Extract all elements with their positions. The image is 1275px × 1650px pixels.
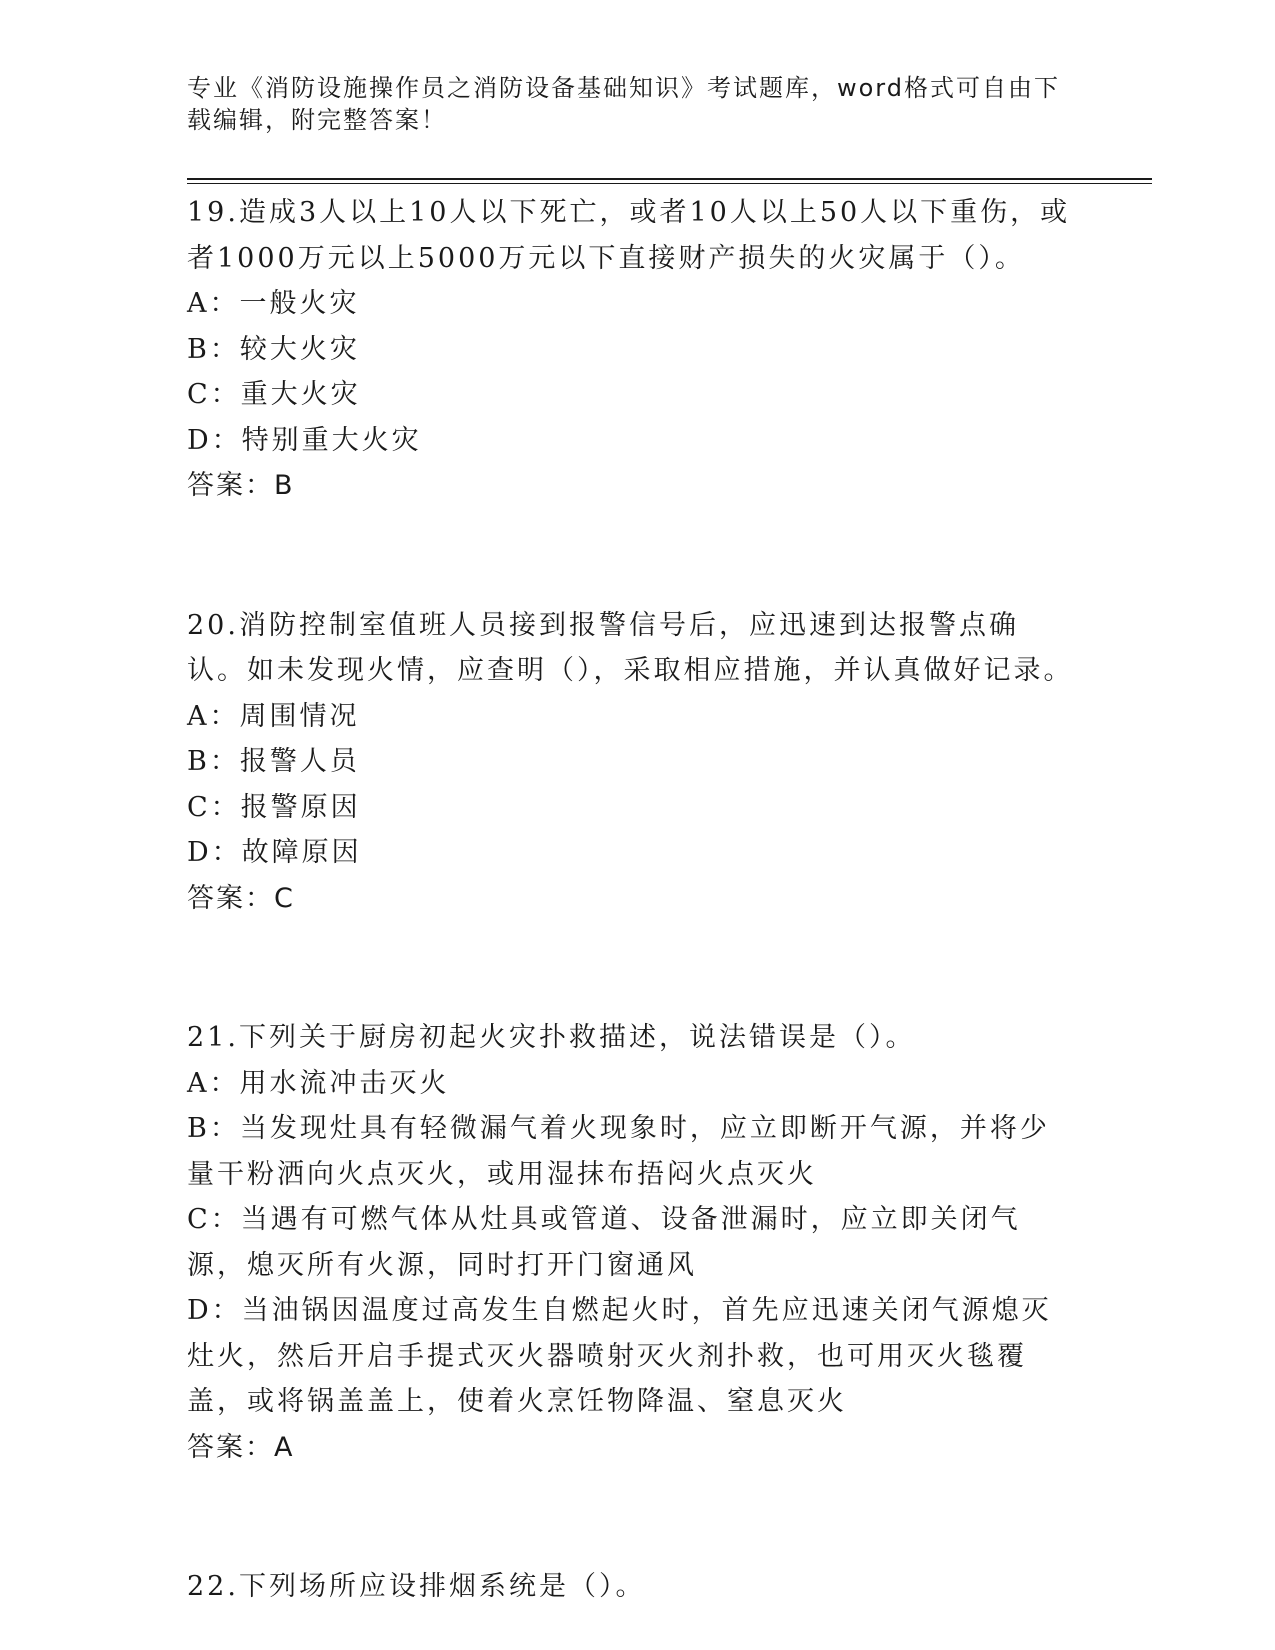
question-list	[187, 190, 1077, 1610]
question-22	[187, 1564, 1077, 1610]
question-19	[187, 190, 1077, 509]
question-stem: 20.消防控制室值班人员接到报警信号后，应迅速到达报警点确认。如未发现火情，应查明（），采取相应措施，并认真做好记录。	[187, 609, 1074, 686]
option-c: C：重大火灾	[187, 379, 361, 410]
option-d: D：特别重大火灾	[187, 424, 422, 456]
option-b: B：较大火灾	[187, 333, 360, 365]
question-spacer	[187, 1470, 1077, 1564]
option-c: C：报警原因	[187, 791, 361, 823]
option-d: D：当油锅因温度过高发生自燃起火时，首先应迅速关闭气源熄灭灶火，然后开启手提式灭火器喷射灭火剂扑救，也可用灭火毯覆盖，或将锅盖盖上，使着火烹饪物降温、窒息灭火	[187, 1295, 1052, 1417]
question-stem: 22.下列场所应设排烟系统是（）。	[187, 1571, 646, 1602]
header-divider-thin	[187, 183, 1152, 184]
option-a: A：用水流冲击灭火	[187, 1067, 450, 1099]
option-a: A：周围情况	[187, 700, 360, 732]
document-header: 专业《消防设施操作员之消防设备基础知识》考试题库，word格式可自由下载编辑，附完整答案！	[187, 74, 1060, 134]
option-a: A：一般火灾	[187, 288, 360, 319]
option-c: C：当遇有可燃气体从灶具或管道、设备泄漏时，应立即关闭气源，熄灭所有火源，同时打开门窗通风	[187, 1204, 1021, 1281]
question-stem: 21.下列关于厨房初起火灾扑救描述，说法错误是（）。	[187, 1022, 916, 1053]
question-20	[187, 603, 1077, 922]
question-spacer	[187, 921, 1077, 1015]
header-divider-thick	[187, 178, 1152, 180]
answer-line: 答案：A	[187, 1431, 295, 1463]
option-d: D：故障原因	[187, 837, 362, 868]
question-spacer	[187, 509, 1077, 603]
option-b: B：报警人员	[187, 746, 360, 777]
answer-line: 答案：B	[187, 470, 295, 501]
answer-line: 答案：C	[187, 882, 295, 914]
question-21	[187, 1015, 1077, 1470]
option-b: B：当发现灶具有轻微漏气着火现象时，应立即断开气源，并将少量干粉洒向火点灭火，或用湿抹布捂闷火点灭火	[187, 1113, 1050, 1190]
question-stem: 19.造成3人以上10人以下死亡，或者10人以上50人以下重伤，或者1000万元以上5000万元以下直接财产损失的火灾属于（）。	[187, 197, 1071, 274]
